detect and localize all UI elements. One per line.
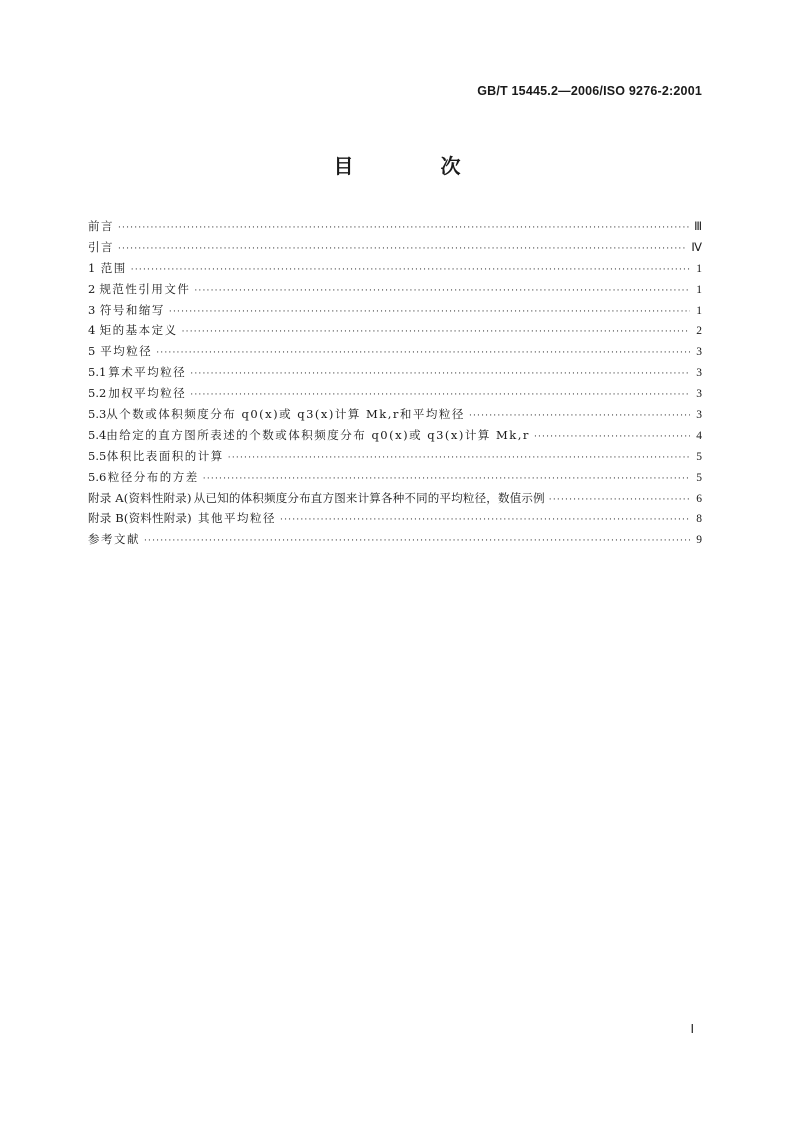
toc-page-number: 5 (696, 471, 702, 484)
toc-label: 加权平均粒径 (108, 386, 187, 401)
toc-label: 体积比表面积的计算 (106, 448, 224, 463)
toc-section-number: 5.5 (88, 448, 107, 463)
table-of-contents (88, 216, 702, 550)
toc-section-number: 5.4 (88, 427, 107, 442)
leader-dots (228, 448, 690, 469)
toc-entry-1[interactable] (88, 258, 702, 279)
toc-entry-3[interactable] (88, 300, 702, 321)
leader-dots (203, 469, 690, 490)
toc-label: 参考文献 (88, 532, 140, 547)
toc-entry-annex-a[interactable] (88, 488, 702, 509)
toc-section-number: 2 (88, 281, 96, 296)
toc-page-number: 1 (696, 304, 702, 317)
toc-section-number: 3 (88, 302, 96, 317)
toc-entry-5-1[interactable] (88, 362, 702, 383)
toc-label: 算术平均粒径 (108, 365, 187, 380)
toc-page-number: Ⅲ (694, 221, 702, 233)
leader-dots (118, 239, 687, 260)
toc-entry-5-6[interactable] (88, 467, 702, 488)
toc-label: 符号和缩写 (99, 302, 165, 317)
toc-entry-5-4[interactable] (88, 425, 702, 446)
toc-section-number: 1 (88, 260, 96, 275)
leader-dots (549, 490, 690, 511)
toc-section-number: 5.1 (88, 365, 107, 380)
toc-entry-bibliography[interactable] (88, 529, 702, 550)
toc-page-number: 3 (696, 409, 702, 422)
toc-page-number: 3 (696, 346, 702, 359)
leader-dots (280, 510, 690, 531)
toc-page-number: 4 (696, 429, 702, 442)
toc-label: 其他平均粒径 (198, 511, 277, 526)
toc-entry-annex-b[interactable] (88, 508, 702, 529)
toc-section-number: 4 (88, 323, 96, 338)
toc-label: 平均粒径 (100, 344, 153, 359)
toc-section-number: 5.2 (88, 386, 107, 401)
toc-section-number: 5.6 (88, 469, 107, 484)
leader-dots (144, 531, 690, 552)
toc-label: 矩的基本定义 (99, 323, 178, 338)
leader-dots (190, 385, 690, 406)
toc-label: 范围 (100, 260, 127, 275)
leader-dots (190, 364, 690, 385)
toc-section-number: 5.3 (88, 407, 107, 422)
toc-entry-4[interactable] (88, 320, 702, 341)
leader-dots (169, 302, 690, 323)
toc-page-number: Ⅳ (691, 241, 702, 254)
toc-page-number: 5 (696, 450, 702, 463)
toc-entry-2[interactable] (88, 279, 702, 300)
toc-entry-5-5[interactable] (88, 446, 702, 467)
toc-page-number: 3 (696, 367, 702, 380)
toc-label: 从个数或体积频度分布 q0(x)或 q3(x)计算 Mk,r和平均粒径 (106, 407, 465, 422)
leader-dots (534, 427, 690, 448)
toc-page-number: 2 (696, 325, 702, 338)
toc-label: 由给定的直方图所表述的个数或体积频度分布 q0(x)或 q3(x)计算 Mk,r (106, 427, 530, 442)
leader-dots (131, 260, 690, 281)
toc-entry-5-3[interactable] (88, 404, 702, 425)
standard-code: GB/T 15445.2—2006/ISO 9276-2:2001 (477, 84, 702, 98)
leader-dots (182, 322, 690, 343)
toc-page-number: 6 (696, 492, 702, 505)
toc-label: 引言 (88, 239, 114, 254)
toc-page-number: 3 (696, 388, 702, 401)
toc-entry-introduction[interactable] (88, 237, 702, 258)
page-title: 目 次 (333, 154, 501, 178)
toc-label: 从已知的体积频度分布直方图来计算各种不同的平均粒径，数值示例 (193, 490, 545, 505)
toc-page-number: 1 (696, 283, 702, 296)
toc-entry-5[interactable] (88, 341, 702, 362)
toc-page-number: 1 (696, 262, 702, 275)
toc-section-number: 5 (88, 344, 96, 359)
leader-dots (156, 343, 690, 364)
toc-page-number: 9 (696, 534, 702, 547)
leader-dots (469, 406, 690, 427)
toc-annex-number: 附录 B(资料性附录) (88, 511, 192, 526)
page-folio: Ⅰ (690, 1022, 694, 1036)
leader-dots (118, 218, 690, 239)
toc-label: 规范性引用文件 (99, 281, 191, 296)
toc-label: 前言 (88, 219, 114, 233)
toc-entry-5-2[interactable] (88, 383, 702, 404)
toc-entry-foreword[interactable] (88, 216, 702, 237)
toc-page-number: 8 (696, 513, 702, 526)
toc-label: 粒径分布的方差 (107, 469, 199, 484)
leader-dots (194, 281, 690, 302)
toc-annex-number: 附录 A(资料性附录) (88, 490, 192, 505)
